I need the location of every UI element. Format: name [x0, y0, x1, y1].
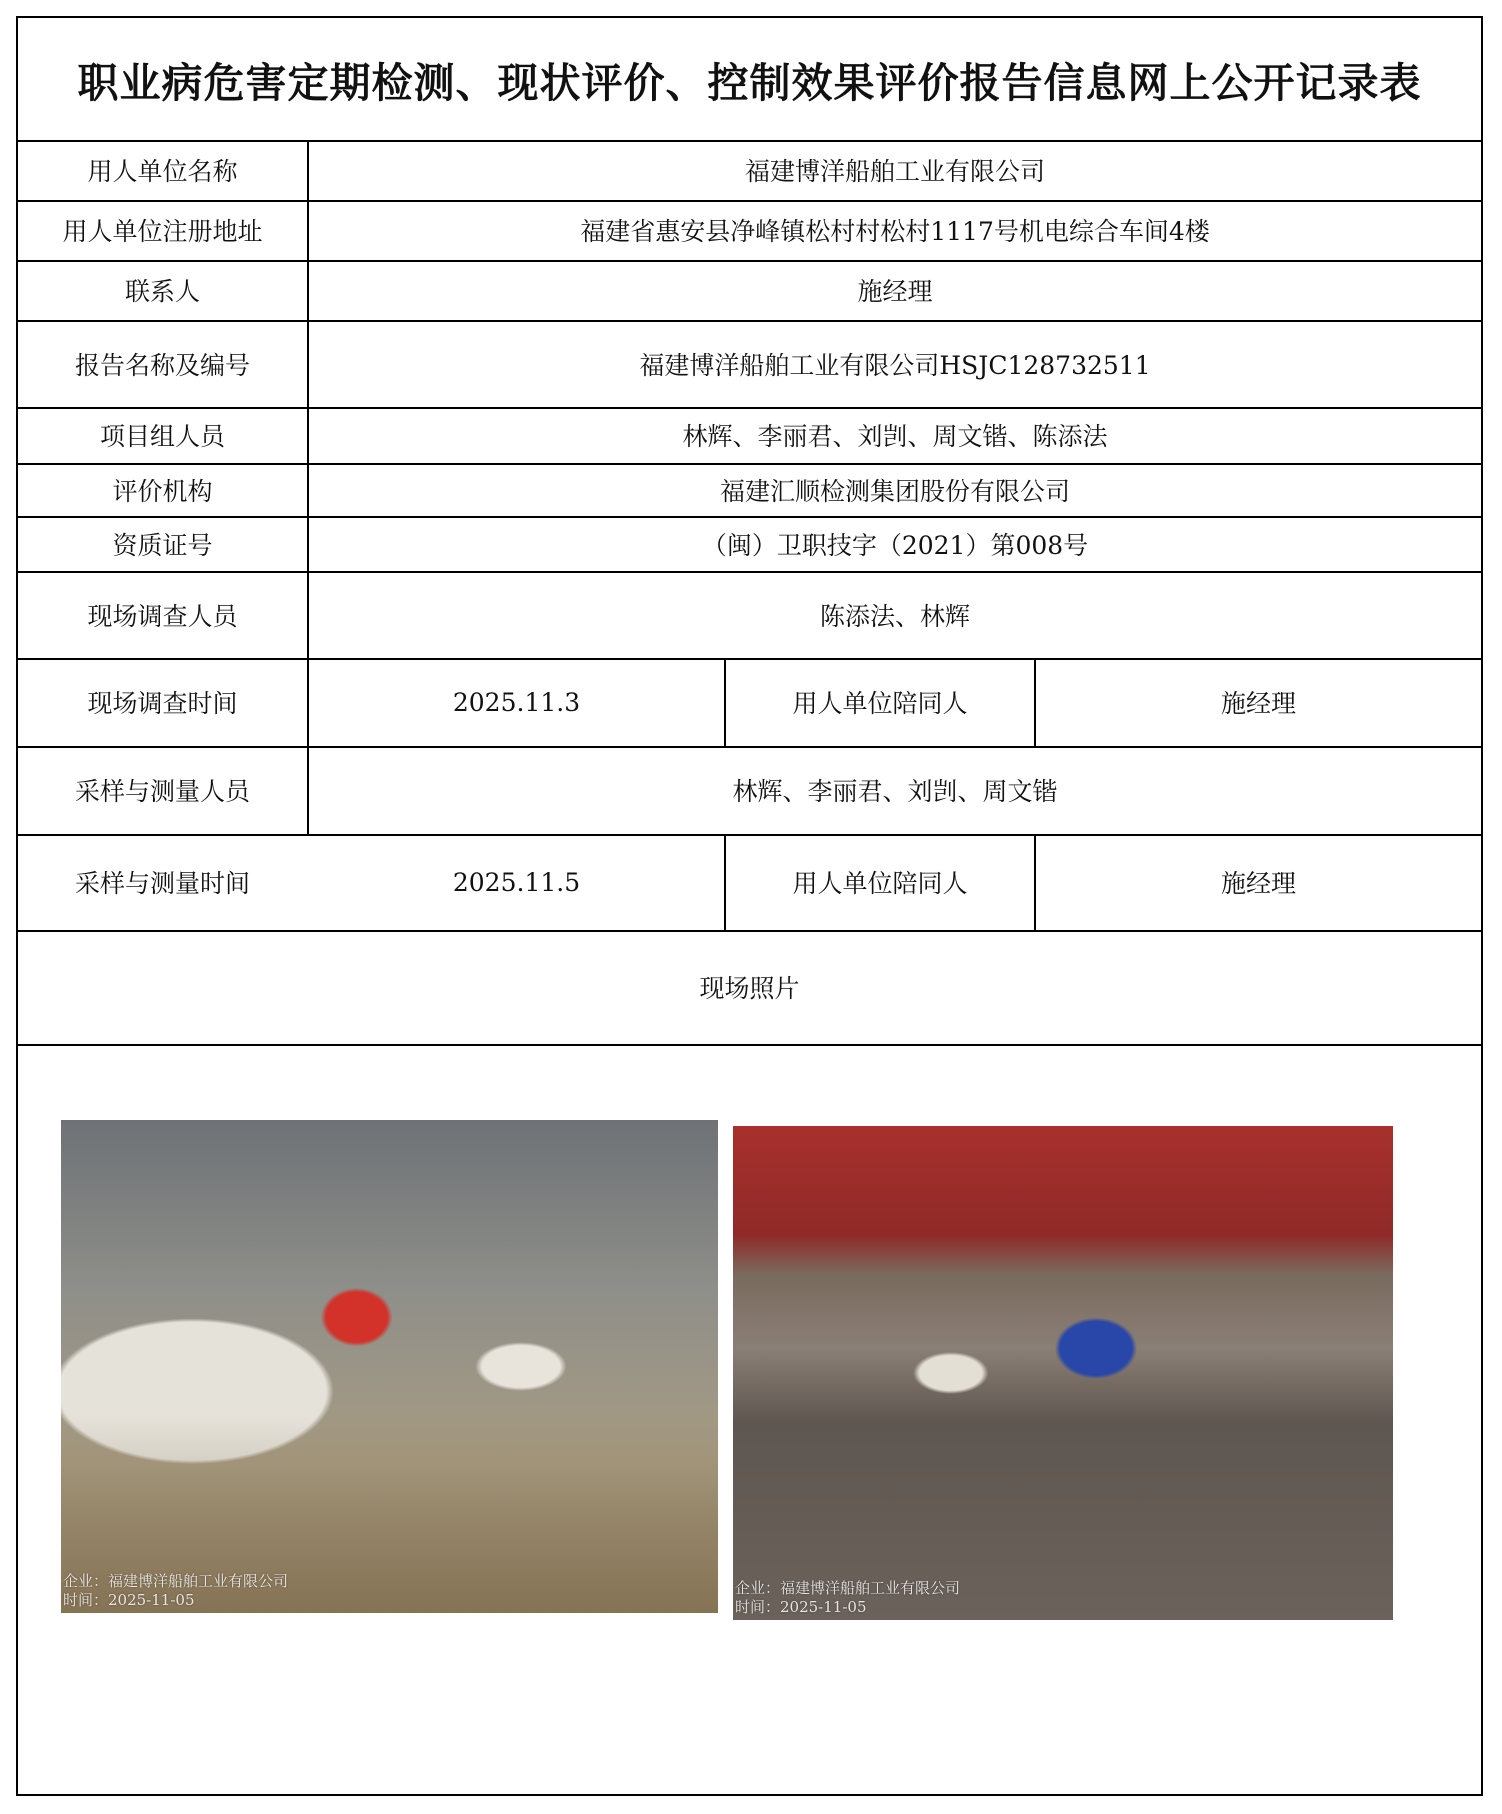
- report-value: 福建博洋船舶工业有限公司HSJC128732511: [639, 350, 1151, 380]
- employer-address-label: 用人单位注册地址: [62, 217, 263, 246]
- photo-watermark-time: 时间：2025-11-05: [735, 1598, 867, 1616]
- survey-companion-label: 用人单位陪同人: [792, 689, 968, 718]
- photos-label: 现场照片: [699, 974, 800, 1003]
- agency-label: 评价机构: [112, 476, 213, 506]
- sampling-companion-value: 施经理: [1220, 869, 1296, 898]
- report-label: 报告名称及编号: [74, 350, 250, 380]
- sampling-staff-label: 采样与测量人员: [74, 777, 250, 806]
- photo-watermark-time: 时间：2025-11-05: [63, 1591, 195, 1609]
- certificate-value: （闽）卫职技字（2021）第008号: [701, 530, 1089, 560]
- photo-watermark-company: 企业：福建博洋船舶工业有限公司: [63, 1572, 289, 1590]
- sampling-companion-label: 用人单位陪同人: [792, 869, 968, 898]
- survey-time-label: 现场调查时间: [87, 689, 238, 718]
- agency-value: 福建汇顺检测集团股份有限公司: [719, 476, 1070, 506]
- employer-address-value: 福建省惠安县净峰镇松村村松村1117号机电综合车间4楼: [580, 217, 1210, 246]
- record-table: [16, 16, 1483, 1796]
- contact-value: 施经理: [857, 277, 933, 306]
- sampling-time-value: 2025.11.5: [452, 867, 581, 897]
- survey-companion-value: 施经理: [1220, 689, 1296, 718]
- contact-label: 联系人: [124, 277, 200, 306]
- team-value: 林辉、李丽君、刘剀、周文锴、陈添法: [682, 422, 1108, 451]
- divider: [18, 1044, 1481, 1046]
- employer-name-label: 用人单位名称: [87, 157, 238, 186]
- survey-staff-label: 现场调查人员: [87, 601, 238, 631]
- photo-watermark-company: 企业：福建博洋船舶工业有限公司: [735, 1579, 961, 1597]
- page-title: 职业病危害定期检测、现状评价、控制效果评价报告信息网上公开记录表: [77, 58, 1422, 107]
- employer-name-value: 福建博洋船舶工业有限公司: [744, 157, 1045, 186]
- site-photo-lathe: [61, 1120, 718, 1613]
- site-photo-welding: [733, 1126, 1393, 1620]
- survey-staff-value: 陈添法、林辉: [819, 601, 970, 631]
- sampling-staff-value: 林辉、李丽君、刘剀、周文锴: [732, 777, 1058, 806]
- certificate-label: 资质证号: [112, 530, 213, 560]
- team-label: 项目组人员: [99, 422, 225, 451]
- survey-time-value: 2025.11.3: [452, 687, 581, 717]
- sampling-time-label: 采样与测量时间: [74, 869, 250, 898]
